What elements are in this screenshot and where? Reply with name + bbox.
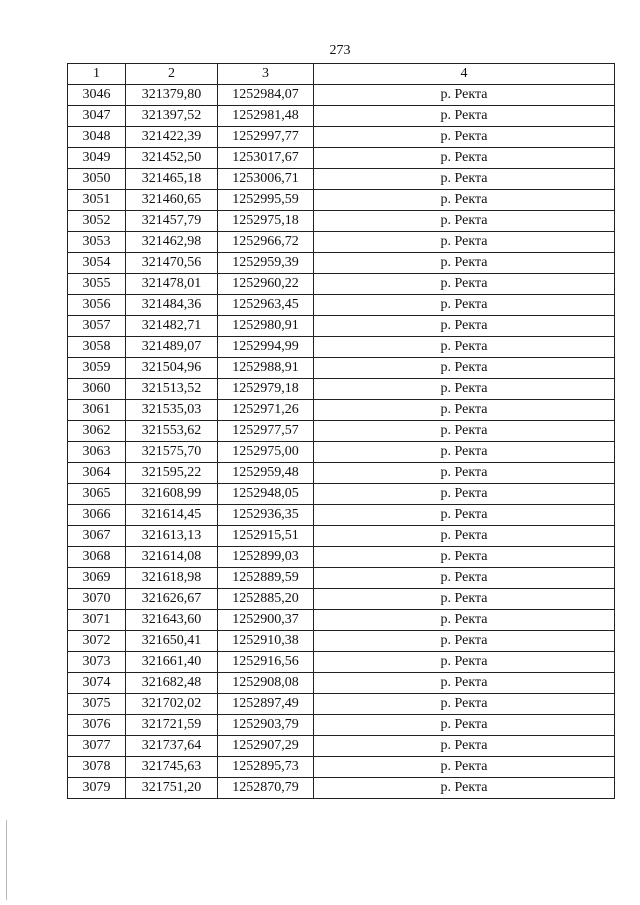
column-header-1: 1 (68, 64, 126, 85)
x-coordinate-cell: 321721,59 (126, 715, 218, 736)
x-coordinate-cell: 321608,99 (126, 484, 218, 505)
y-coordinate-cell: 1252994,99 (218, 337, 314, 358)
point-number-cell: 3052 (68, 211, 126, 232)
y-coordinate-cell: 1252899,03 (218, 547, 314, 568)
x-coordinate-cell: 321470,56 (126, 253, 218, 274)
y-coordinate-cell: 1252971,26 (218, 400, 314, 421)
object-name-cell: р. Ректа (314, 652, 615, 673)
object-name-cell: р. Ректа (314, 274, 615, 295)
table-row (68, 85, 615, 106)
table-row (68, 757, 615, 778)
table-row (68, 127, 615, 148)
y-coordinate-cell: 1252907,29 (218, 736, 314, 757)
point-number-cell: 3067 (68, 526, 126, 547)
column-header-2: 2 (126, 64, 218, 85)
point-number-cell: 3050 (68, 169, 126, 190)
object-name-cell: р. Ректа (314, 547, 615, 568)
y-coordinate-cell: 1252984,07 (218, 85, 314, 106)
point-number-cell: 3055 (68, 274, 126, 295)
point-number-cell: 3056 (68, 295, 126, 316)
table-row (68, 736, 615, 757)
table-row (68, 673, 615, 694)
x-coordinate-cell: 321702,02 (126, 694, 218, 715)
table-row (68, 715, 615, 736)
object-name-cell: р. Ректа (314, 358, 615, 379)
object-name-cell: р. Ректа (314, 610, 615, 631)
point-number-cell: 3053 (68, 232, 126, 253)
x-coordinate-cell: 321379,80 (126, 85, 218, 106)
table-header-row (68, 64, 615, 85)
y-coordinate-cell: 1252936,35 (218, 505, 314, 526)
point-number-cell: 3047 (68, 106, 126, 127)
y-coordinate-cell: 1252915,51 (218, 526, 314, 547)
object-name-cell: р. Ректа (314, 505, 615, 526)
y-coordinate-cell: 1252910,38 (218, 631, 314, 652)
table-row (68, 463, 615, 484)
y-coordinate-cell: 1252981,48 (218, 106, 314, 127)
point-number-cell: 3061 (68, 400, 126, 421)
table-row (68, 610, 615, 631)
point-number-cell: 3062 (68, 421, 126, 442)
point-number-cell: 3066 (68, 505, 126, 526)
table-row (68, 316, 615, 337)
table-row (68, 337, 615, 358)
y-coordinate-cell: 1252916,56 (218, 652, 314, 673)
object-name-cell: р. Ректа (314, 673, 615, 694)
point-number-cell: 3071 (68, 610, 126, 631)
object-name-cell: р. Ректа (314, 400, 615, 421)
object-name-cell: р. Ректа (314, 106, 615, 127)
object-name-cell: р. Ректа (314, 463, 615, 484)
point-number-cell: 3072 (68, 631, 126, 652)
table-row (68, 211, 615, 232)
x-coordinate-cell: 321452,50 (126, 148, 218, 169)
column-header-4: 4 (314, 64, 615, 85)
x-coordinate-cell: 321465,18 (126, 169, 218, 190)
object-name-cell: р. Ректа (314, 379, 615, 400)
table-row (68, 400, 615, 421)
x-coordinate-cell: 321553,62 (126, 421, 218, 442)
x-coordinate-cell: 321462,98 (126, 232, 218, 253)
x-coordinate-cell: 321484,36 (126, 295, 218, 316)
y-coordinate-cell: 1253006,71 (218, 169, 314, 190)
object-name-cell: р. Ректа (314, 442, 615, 463)
y-coordinate-cell: 1252960,22 (218, 274, 314, 295)
y-coordinate-cell: 1252889,59 (218, 568, 314, 589)
x-coordinate-cell: 321422,39 (126, 127, 218, 148)
point-number-cell: 3078 (68, 757, 126, 778)
coordinates-table (67, 63, 615, 799)
table-row (68, 442, 615, 463)
table-row (68, 274, 615, 295)
table-row (68, 568, 615, 589)
x-coordinate-cell: 321745,63 (126, 757, 218, 778)
object-name-cell: р. Ректа (314, 295, 615, 316)
table-row (68, 484, 615, 505)
y-coordinate-cell: 1252885,20 (218, 589, 314, 610)
x-coordinate-cell: 321737,64 (126, 736, 218, 757)
table-row (68, 631, 615, 652)
point-number-cell: 3051 (68, 190, 126, 211)
table-row (68, 190, 615, 211)
point-number-cell: 3068 (68, 547, 126, 568)
x-coordinate-cell: 321460,65 (126, 190, 218, 211)
x-coordinate-cell: 321751,20 (126, 778, 218, 799)
point-number-cell: 3079 (68, 778, 126, 799)
x-coordinate-cell: 321614,45 (126, 505, 218, 526)
object-name-cell: р. Ректа (314, 526, 615, 547)
y-coordinate-cell: 1252908,08 (218, 673, 314, 694)
y-coordinate-cell: 1252995,59 (218, 190, 314, 211)
object-name-cell: р. Ректа (314, 778, 615, 799)
object-name-cell: р. Ректа (314, 484, 615, 505)
object-name-cell: р. Ректа (314, 190, 615, 211)
table-row (68, 547, 615, 568)
table-row (68, 694, 615, 715)
y-coordinate-cell: 1252959,48 (218, 463, 314, 484)
object-name-cell: р. Ректа (314, 316, 615, 337)
x-coordinate-cell: 321397,52 (126, 106, 218, 127)
object-name-cell: р. Ректа (314, 253, 615, 274)
x-coordinate-cell: 321643,60 (126, 610, 218, 631)
object-name-cell: р. Ректа (314, 631, 615, 652)
point-number-cell: 3057 (68, 316, 126, 337)
x-coordinate-cell: 321650,41 (126, 631, 218, 652)
object-name-cell: р. Ректа (314, 568, 615, 589)
table-row (68, 148, 615, 169)
table-row (68, 379, 615, 400)
point-number-cell: 3059 (68, 358, 126, 379)
x-coordinate-cell: 321535,03 (126, 400, 218, 421)
y-coordinate-cell: 1252903,79 (218, 715, 314, 736)
point-number-cell: 3074 (68, 673, 126, 694)
object-name-cell: р. Ректа (314, 694, 615, 715)
y-coordinate-cell: 1252966,72 (218, 232, 314, 253)
x-coordinate-cell: 321478,01 (126, 274, 218, 295)
object-name-cell: р. Ректа (314, 148, 615, 169)
y-coordinate-cell: 1252900,37 (218, 610, 314, 631)
x-coordinate-cell: 321575,70 (126, 442, 218, 463)
object-name-cell: р. Ректа (314, 127, 615, 148)
table-row (68, 421, 615, 442)
point-number-cell: 3065 (68, 484, 126, 505)
point-number-cell: 3069 (68, 568, 126, 589)
point-number-cell: 3063 (68, 442, 126, 463)
point-number-cell: 3058 (68, 337, 126, 358)
x-coordinate-cell: 321513,52 (126, 379, 218, 400)
table-row (68, 295, 615, 316)
y-coordinate-cell: 1252959,39 (218, 253, 314, 274)
object-name-cell: р. Ректа (314, 757, 615, 778)
scan-margin-line (6, 820, 7, 900)
object-name-cell: р. Ректа (314, 232, 615, 253)
y-coordinate-cell: 1252895,73 (218, 757, 314, 778)
x-coordinate-cell: 321457,79 (126, 211, 218, 232)
point-number-cell: 3046 (68, 85, 126, 106)
point-number-cell: 3064 (68, 463, 126, 484)
point-number-cell: 3075 (68, 694, 126, 715)
object-name-cell: р. Ректа (314, 736, 615, 757)
x-coordinate-cell: 321489,07 (126, 337, 218, 358)
x-coordinate-cell: 321618,98 (126, 568, 218, 589)
y-coordinate-cell: 1252975,00 (218, 442, 314, 463)
x-coordinate-cell: 321504,96 (126, 358, 218, 379)
table-row (68, 253, 615, 274)
table-row (68, 169, 615, 190)
x-coordinate-cell: 321614,08 (126, 547, 218, 568)
y-coordinate-cell: 1252979,18 (218, 379, 314, 400)
table-row (68, 505, 615, 526)
table-row (68, 106, 615, 127)
x-coordinate-cell: 321595,22 (126, 463, 218, 484)
y-coordinate-cell: 1252988,91 (218, 358, 314, 379)
object-name-cell: р. Ректа (314, 169, 615, 190)
point-number-cell: 3060 (68, 379, 126, 400)
y-coordinate-cell: 1253017,67 (218, 148, 314, 169)
object-name-cell: р. Ректа (314, 85, 615, 106)
point-number-cell: 3049 (68, 148, 126, 169)
y-coordinate-cell: 1252977,57 (218, 421, 314, 442)
x-coordinate-cell: 321626,67 (126, 589, 218, 610)
table-body (68, 85, 615, 799)
object-name-cell: р. Ректа (314, 337, 615, 358)
object-name-cell: р. Ректа (314, 211, 615, 232)
x-coordinate-cell: 321682,48 (126, 673, 218, 694)
table-row (68, 652, 615, 673)
point-number-cell: 3070 (68, 589, 126, 610)
x-coordinate-cell: 321613,13 (126, 526, 218, 547)
object-name-cell: р. Ректа (314, 715, 615, 736)
column-header-3: 3 (218, 64, 314, 85)
table-row (68, 358, 615, 379)
table-row (68, 778, 615, 799)
point-number-cell: 3054 (68, 253, 126, 274)
x-coordinate-cell: 321661,40 (126, 652, 218, 673)
x-coordinate-cell: 321482,71 (126, 316, 218, 337)
y-coordinate-cell: 1252975,18 (218, 211, 314, 232)
table-row (68, 232, 615, 253)
y-coordinate-cell: 1252870,79 (218, 778, 314, 799)
point-number-cell: 3048 (68, 127, 126, 148)
point-number-cell: 3073 (68, 652, 126, 673)
point-number-cell: 3077 (68, 736, 126, 757)
table-row (68, 526, 615, 547)
y-coordinate-cell: 1252948,05 (218, 484, 314, 505)
y-coordinate-cell: 1252963,45 (218, 295, 314, 316)
page-number: 273 (329, 43, 351, 58)
object-name-cell: р. Ректа (314, 421, 615, 442)
y-coordinate-cell: 1252897,49 (218, 694, 314, 715)
object-name-cell: р. Ректа (314, 589, 615, 610)
table-row (68, 589, 615, 610)
y-coordinate-cell: 1252997,77 (218, 127, 314, 148)
y-coordinate-cell: 1252980,91 (218, 316, 314, 337)
point-number-cell: 3076 (68, 715, 126, 736)
